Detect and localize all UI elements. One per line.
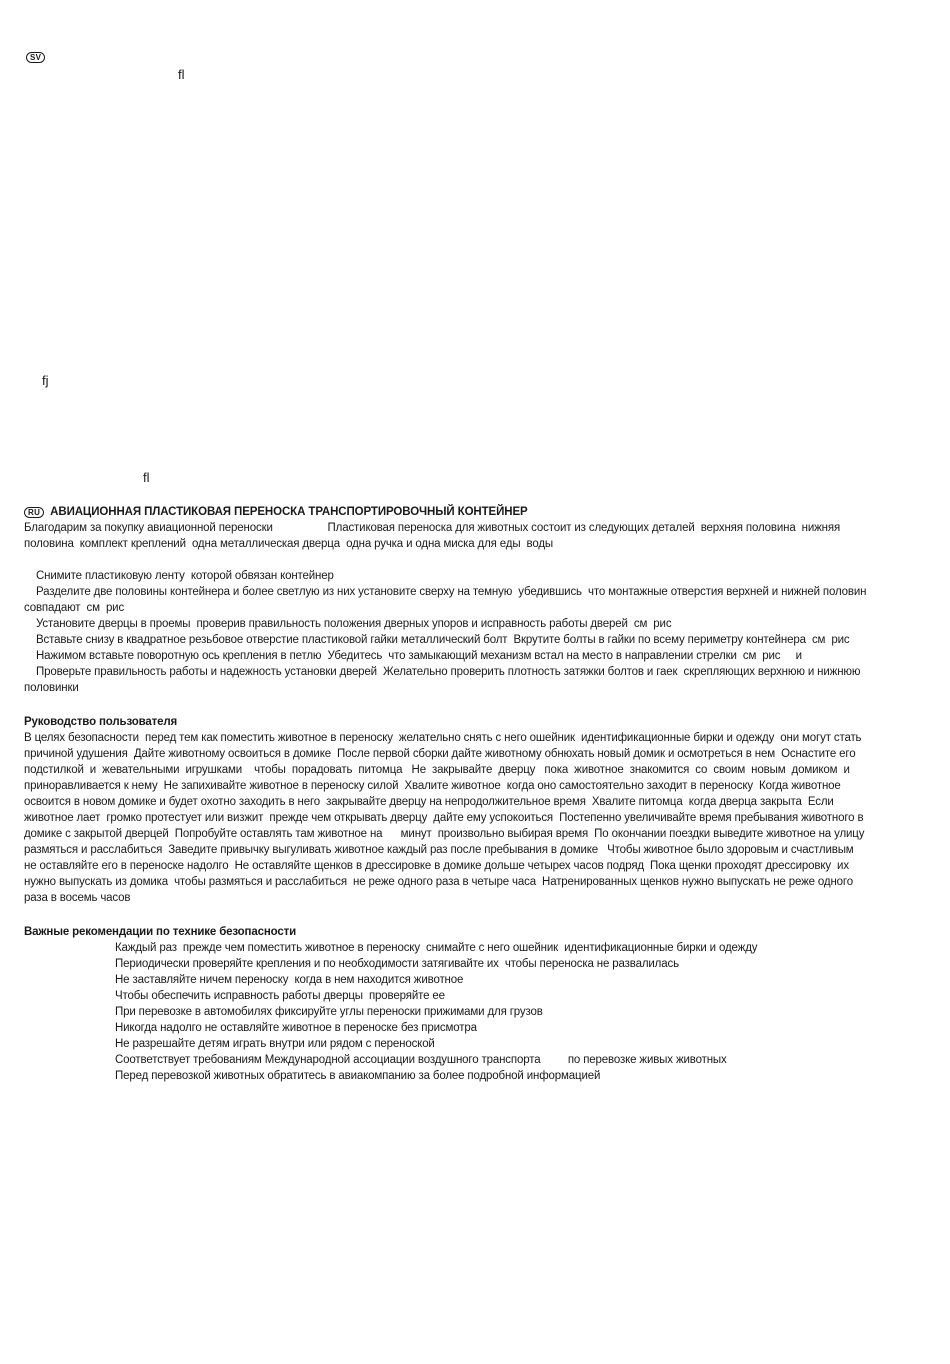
intro-line: Благодарим за покупку авиационной переноски Пластиковая переноска для животных состоит из следующих деталей верхняя половина нижняя xyxy=(24,522,841,534)
safety-item: Перед перевозкой животных обратитесь в авиакомпанию за более подробной информацией xyxy=(115,1070,601,1082)
sv-ligature-glyph-2: fj xyxy=(42,373,49,388)
safety-section xyxy=(24,924,908,1084)
assembly-step-continuation: совпадают см рис xyxy=(24,602,125,614)
user-guide-line: нужно выпускать из домика чтобы размяться и расслабиться не реже одного раза в четыре часа Натренированных щенков нужно выпускать не реже одного xyxy=(24,876,853,888)
user-guide-line: раза в восемь часов xyxy=(24,892,131,904)
user-guide-line: домике с закрытой дверцей Попробуйте оставлять там животное на минут произвольно выбирая время По окончании поездки выведите животное на улицу xyxy=(24,828,865,840)
sv-language-badge: SV xyxy=(26,52,45,63)
assembly-step: Установите дверцы в проемы проверив правильность положения дверных упоров и исправность работы дверей см рис xyxy=(36,618,672,630)
assembly-step: Вставьте снизу в квадратное резьбовое отверстие пластиковой гайки металлический болт Вкрутите болты в гайки по всему периметру контейнера см рис xyxy=(36,634,850,646)
user-guide-line: приноравливается к нему Не запихивайте животное в переноску силой Хвалите животное когда оно самостоятельно заходит в переноску Когда животное xyxy=(24,780,841,792)
user-guide-heading: Руководство пользователя xyxy=(24,716,178,728)
assembly-step-continuation: половинки xyxy=(24,682,79,694)
sv-ligature-glyph-3: fl xyxy=(143,470,150,485)
safety-item: Никогда надолго не оставляйте животное в переноске без присмотра xyxy=(115,1022,477,1034)
assembly-steps-list xyxy=(24,568,908,696)
intro-line: половина комплект креплений одна металлическая дверца одна ручка и одна миска для еды воды xyxy=(24,538,554,550)
user-guide-line: животное лает громко протестует или визжит прежде чем открывать дверцу дайте ему успокоиться Постепенно увеличивайте время пребывания животного в xyxy=(24,812,864,824)
safety-heading: Важные рекомендации по технике безопасности xyxy=(24,926,297,938)
sv-ligature-glyph-1: fl xyxy=(178,67,185,82)
user-guide-line: не оставляйте его в переноске надолго Не оставляйте щенков в дрессировке в домике дольше четырех часов подряд Пока щенки проходят дрессировку их xyxy=(24,860,849,872)
user-guide-line: подстилкой и жевательными игрушками чтобы порадовать питомца Не закрывайте дверцу пока животное знакомится со своим новым домиком и xyxy=(24,764,850,776)
safety-item: Не разрешайте детям играть внутри или рядом с переноской xyxy=(115,1038,435,1050)
safety-item: При перевозке в автомобилях фиксируйте углы переноски прижимами для грузов xyxy=(115,1006,543,1018)
ru-section-title: АВИАЦИОННАЯ ПЛАСТИКОВАЯ ПЕРЕНОСКА ТРАНСПОРТИРОВОЧНЫЙ КОНТЕЙНЕР xyxy=(50,506,528,518)
safety-item: Чтобы обеспечить исправность работы дверцы проверяйте ее xyxy=(115,990,445,1002)
safety-item: Не заставляйте ничем переноску когда в нем находится животное xyxy=(115,974,464,986)
safety-item: Соответствует требованиям Международной ассоциации воздушного транспорта по перевозке живых животных xyxy=(115,1054,727,1066)
user-guide-section xyxy=(24,714,908,906)
assembly-step: Нажимом вставьте поворотную ось крепления в петлю Убедитесь что замыкающий механизм встал на место в направлении стрелки см рис и xyxy=(36,650,802,662)
intro-paragraph xyxy=(24,520,908,552)
assembly-step: Проверьте правильность работы и надежность установки дверей Желательно проверить плотность затяжки болтов и гаек скрепляющих верхнюю и нижнюю xyxy=(36,666,861,678)
assembly-step: Разделите две половины контейнера и более светлую из них установите сверху на темную убедившись что монтажные отверстия верхней и нижней половин xyxy=(36,586,867,598)
safety-item: Периодически проверяйте крепления и по необходимости затягивайте их чтобы переноска не развалилась xyxy=(115,958,679,970)
user-guide-line: размяться и расслабиться Заведите привычку выгуливать животное каждый раз после пребывания в домике Чтобы животное было здоровым и счастливым xyxy=(24,844,854,856)
user-guide-line: причиной удушения Дайте животному освоиться в домике После первой сборки дайте животному обнюхать новый домик и осмотреться в нем Оснастите его xyxy=(24,748,856,760)
ru-language-badge: RU xyxy=(24,507,44,518)
assembly-step: Снимите пластиковую ленту которой обвязан контейнер xyxy=(36,570,334,582)
safety-list xyxy=(24,940,908,1084)
ru-section-header xyxy=(24,504,528,520)
user-guide-line: освоится в новом домике и будет охотно заходить в него закрывайте дверцу на непродолжительное время Хвалите питомца когда дверца закрыта Если xyxy=(24,796,834,808)
safety-item: Каждый раз прежде чем поместить животное в переноску снимайте с него ошейник идентификационные бирки и одежду xyxy=(115,942,758,954)
user-guide-line: В целях безопасности перед тем как поместить животное в переноску желательно снять с него ошейник идентификационные бирки и одежду они могут стать xyxy=(24,732,862,744)
